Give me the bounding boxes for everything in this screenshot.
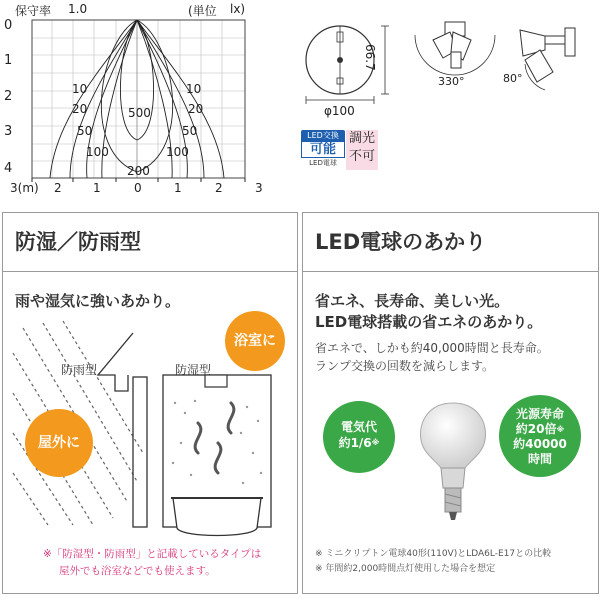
y-tick-2: 2 (4, 89, 13, 104)
power-cost-mark: ※ (371, 438, 380, 447)
lamp-life-line2-wrap (499, 422, 581, 437)
illuminance-chart (0, 0, 290, 200)
rotation-angle: 330° (438, 75, 465, 88)
power-cost-line2-wrap (323, 435, 395, 451)
led-swap-line1: LED交換 (301, 130, 345, 141)
lamp-life-bubble (499, 395, 581, 477)
left-note-line2: 屋外でも浴室などでも使えます。 (59, 565, 216, 577)
unit-value: lx) (230, 2, 246, 16)
height-dimension: 66.7 (363, 44, 377, 71)
led-body-2: ランプ交換の回数を減らします。 (315, 359, 495, 373)
power-cost-bubble (323, 401, 395, 473)
outdoor-bubble (25, 409, 93, 477)
lamp-life-mark: ※ (556, 425, 565, 434)
contour-label-500: 500 (128, 106, 151, 120)
x-tick-2-left: 2 (54, 181, 62, 195)
contour-label-50-left: 50 (77, 124, 93, 138)
maintenance-rate-label: 保守率 (15, 4, 52, 18)
lamp-life-line1: 光源寿命 (515, 407, 564, 421)
bathroom-bubble-text: 浴室に (234, 333, 276, 349)
led-footnote-1: ※ ミニクリプトン電球40形(110V)とLDA6L-E17との比較 (315, 549, 552, 559)
unit-label: (単位 (188, 4, 217, 18)
diameter-dimension: φ100 (324, 104, 355, 118)
y-tick-0: 0 (4, 18, 13, 33)
led-swap-badge (301, 130, 345, 170)
contour-label-50-right: 50 (182, 124, 198, 138)
led-swap-line3: LED電球 (309, 159, 337, 167)
rotation-drawing (415, 22, 495, 75)
dimming-badge (346, 130, 378, 170)
power-cost-line1: 電気代 (340, 420, 377, 434)
x-tick-1-left: 1 (93, 181, 101, 195)
led-bulb-panel (302, 212, 599, 594)
damp-rain-proof-panel (2, 212, 298, 594)
contour-label-100-left: 100 (86, 145, 109, 159)
lamp-life-line4: 時間 (527, 452, 552, 466)
contour-label-100-right: 100 (166, 145, 189, 159)
damp-rain-proof-title: 防湿／防雨型 (3, 213, 297, 272)
outdoor-bubble-text: 屋外に (38, 435, 80, 451)
rainproof-label: 防雨型 (61, 363, 98, 377)
bathroom-bubble (225, 311, 285, 371)
tilt-drawing (520, 28, 575, 90)
contour-label-10-left: 10 (72, 82, 88, 96)
led-bulb-title: LED電球のあかり (303, 213, 598, 272)
damp-rain-proof-subtitle: 雨や湿気に強いあかり。 (15, 292, 181, 310)
led-headline-2: LED電球搭載の省エネのあかり。 (315, 313, 543, 331)
tilt-angle: 80° (503, 72, 523, 85)
x-axis-unit: 3(m) (10, 181, 39, 195)
contour-label-20-left: 20 (72, 102, 88, 116)
led-footnote-2: ※ 年間約2,000時間点灯使用した場合を想定 (315, 564, 496, 574)
chart-grid (32, 20, 245, 178)
led-bulb-icon (413, 398, 493, 528)
x-tick-0: 0 (134, 181, 142, 195)
x-tick-1-right: 1 (174, 181, 182, 195)
led-headline-1: 省エネ、長寿命、美しい光。 (315, 292, 510, 310)
led-swap-line2: 可能 (301, 141, 345, 158)
power-cost-line2: 約1/6 (338, 436, 372, 450)
led-body-1: 省エネで、しかも約40,000時間と長寿命。 (315, 341, 549, 355)
x-tick-2-right: 2 (215, 181, 223, 195)
y-tick-4: 4 (4, 161, 13, 176)
dampproof-label: 防湿型 (175, 363, 212, 377)
dimming-line1: 調光 (348, 131, 375, 146)
dimming-line2: 不可 (348, 149, 375, 164)
contour-label-200: 200 (127, 164, 150, 178)
lamp-life-line3: 約40000 (513, 437, 567, 451)
left-note-line1: ※「防湿型・防雨型」と記載しているタイプは (43, 548, 262, 560)
maintenance-rate-value: 1.0 (68, 2, 88, 16)
y-tick-1: 1 (4, 53, 13, 68)
x-tick-3-right: 3 (255, 181, 263, 195)
lamp-life-line2: 約20倍 (515, 422, 557, 436)
contour-label-20-right: 20 (188, 102, 204, 116)
y-tick-3: 3 (4, 124, 13, 139)
contour-label-10-right: 10 (186, 82, 202, 96)
